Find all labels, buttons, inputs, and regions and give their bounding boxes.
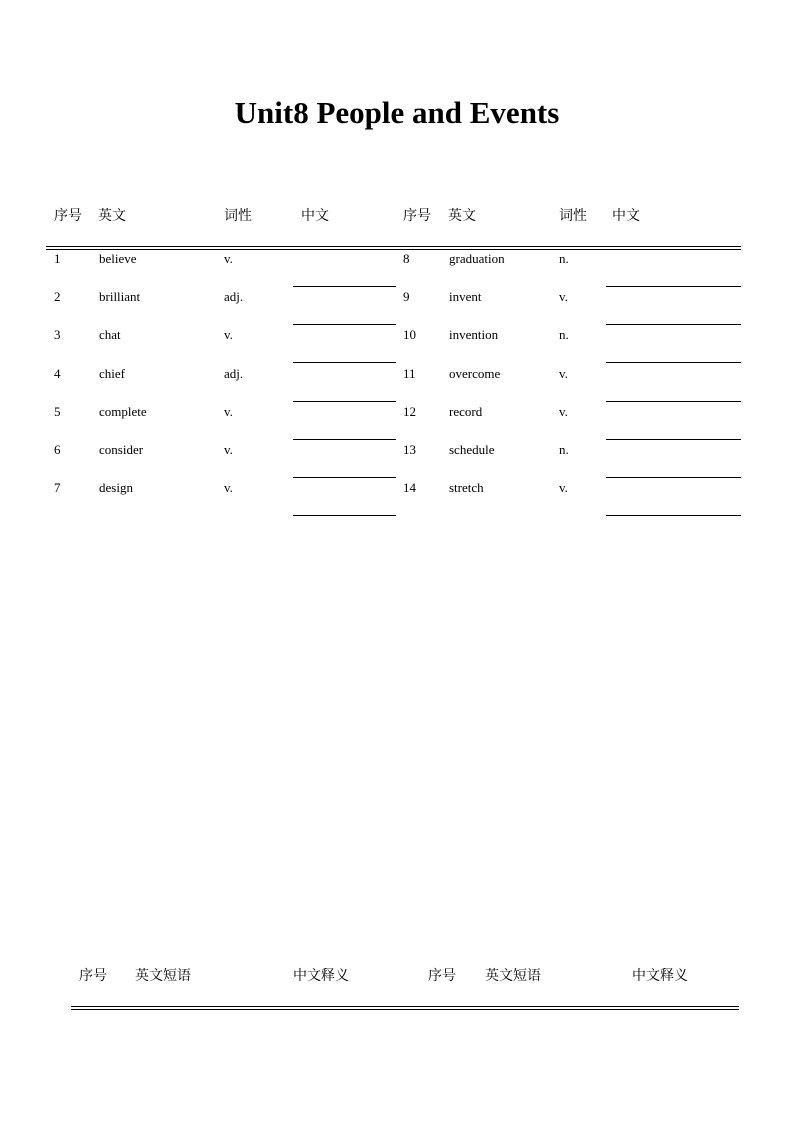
phrase-header-meaning-right: 中文释义 [632, 968, 688, 984]
vocab-pos: v. [224, 442, 233, 457]
vocab-header-rule [46, 246, 741, 250]
vocab-answer-blank[interactable] [606, 401, 741, 402]
vocab-no: 4 [54, 366, 61, 381]
vocab-answer-blank[interactable] [606, 515, 741, 516]
vocab-english: design [99, 480, 133, 495]
phrase-header-meaning-left: 中文释义 [293, 968, 349, 984]
vocab-no: 11 [403, 366, 416, 381]
vocab-answer-blank[interactable] [293, 362, 396, 363]
vocab-answer-blank[interactable] [293, 401, 396, 402]
phrase-header-no-right: 序号 [428, 968, 456, 984]
vocab-english: graduation [449, 251, 505, 266]
vocab-answer-blank[interactable] [606, 324, 741, 325]
vocab-header-en-right: 英文 [448, 208, 476, 224]
vocab-answer-blank[interactable] [293, 286, 396, 287]
phrase-header-no-left: 序号 [79, 968, 107, 984]
vocab-header-no-left: 序号 [54, 208, 82, 224]
phrase-header-phrase-right: 英文短语 [485, 968, 541, 984]
vocab-pos: v. [224, 327, 233, 342]
vocab-pos: n. [559, 442, 569, 457]
vocab-no: 2 [54, 289, 61, 304]
vocab-english: brilliant [99, 289, 141, 304]
vocab-pos: n. [559, 327, 569, 342]
vocab-answer-blank[interactable] [606, 362, 741, 363]
vocab-header-en-left: 英文 [98, 208, 126, 224]
vocab-pos: adj. [224, 366, 244, 381]
vocab-english: believe [99, 251, 137, 266]
vocab-header-cn-left: 中文 [301, 208, 329, 224]
vocab-answer-blank[interactable] [606, 439, 741, 440]
vocab-header-pos-left: 词性 [224, 208, 252, 224]
vocab-no: 1 [54, 251, 61, 266]
vocab-pos: v. [559, 366, 568, 381]
vocab-no: 7 [54, 480, 61, 495]
vocab-answer-blank[interactable] [606, 477, 741, 478]
vocab-english: consider [99, 442, 144, 457]
vocab-answer-blank[interactable] [606, 286, 741, 287]
vocab-pos: v. [559, 289, 568, 304]
vocab-english: stretch [449, 480, 484, 495]
phrase-header-phrase-left: 英文短语 [135, 968, 191, 984]
vocab-no: 8 [403, 251, 410, 266]
vocab-pos: adj. [224, 289, 244, 304]
vocab-no: 12 [403, 404, 416, 419]
vocab-no: 5 [54, 404, 61, 419]
vocab-pos: v. [559, 404, 568, 419]
vocab-header-pos-right: 词性 [559, 208, 587, 224]
page-title: Unit8 People and Events [234, 95, 560, 130]
vocab-no: 10 [403, 327, 416, 342]
vocab-english: schedule [449, 442, 495, 457]
vocab-no: 13 [403, 442, 416, 457]
vocab-english: complete [99, 404, 147, 419]
vocab-english: invention [449, 327, 499, 342]
vocab-answer-blank[interactable] [293, 324, 396, 325]
vocab-english: chief [99, 366, 125, 381]
vocab-header-cn-right: 中文 [612, 208, 640, 224]
vocab-pos: v. [224, 404, 233, 419]
vocab-no: 14 [403, 480, 416, 495]
vocab-header-no-right: 序号 [403, 208, 431, 224]
vocab-no: 3 [54, 327, 61, 342]
vocab-pos: v. [224, 251, 233, 266]
vocab-answer-blank[interactable] [293, 515, 396, 516]
vocab-pos: n. [559, 251, 569, 266]
vocab-english: record [449, 404, 483, 419]
vocab-pos: v. [224, 480, 233, 495]
vocab-answer-blank[interactable] [293, 439, 396, 440]
vocab-english: overcome [449, 366, 501, 381]
vocab-answer-blank[interactable] [293, 477, 396, 478]
vocab-english: invent [449, 289, 482, 304]
phrase-header-rule [71, 1006, 739, 1010]
vocab-pos: v. [559, 480, 568, 495]
vocab-english: chat [99, 327, 121, 342]
vocab-no: 9 [403, 289, 410, 304]
vocab-no: 6 [54, 442, 61, 457]
